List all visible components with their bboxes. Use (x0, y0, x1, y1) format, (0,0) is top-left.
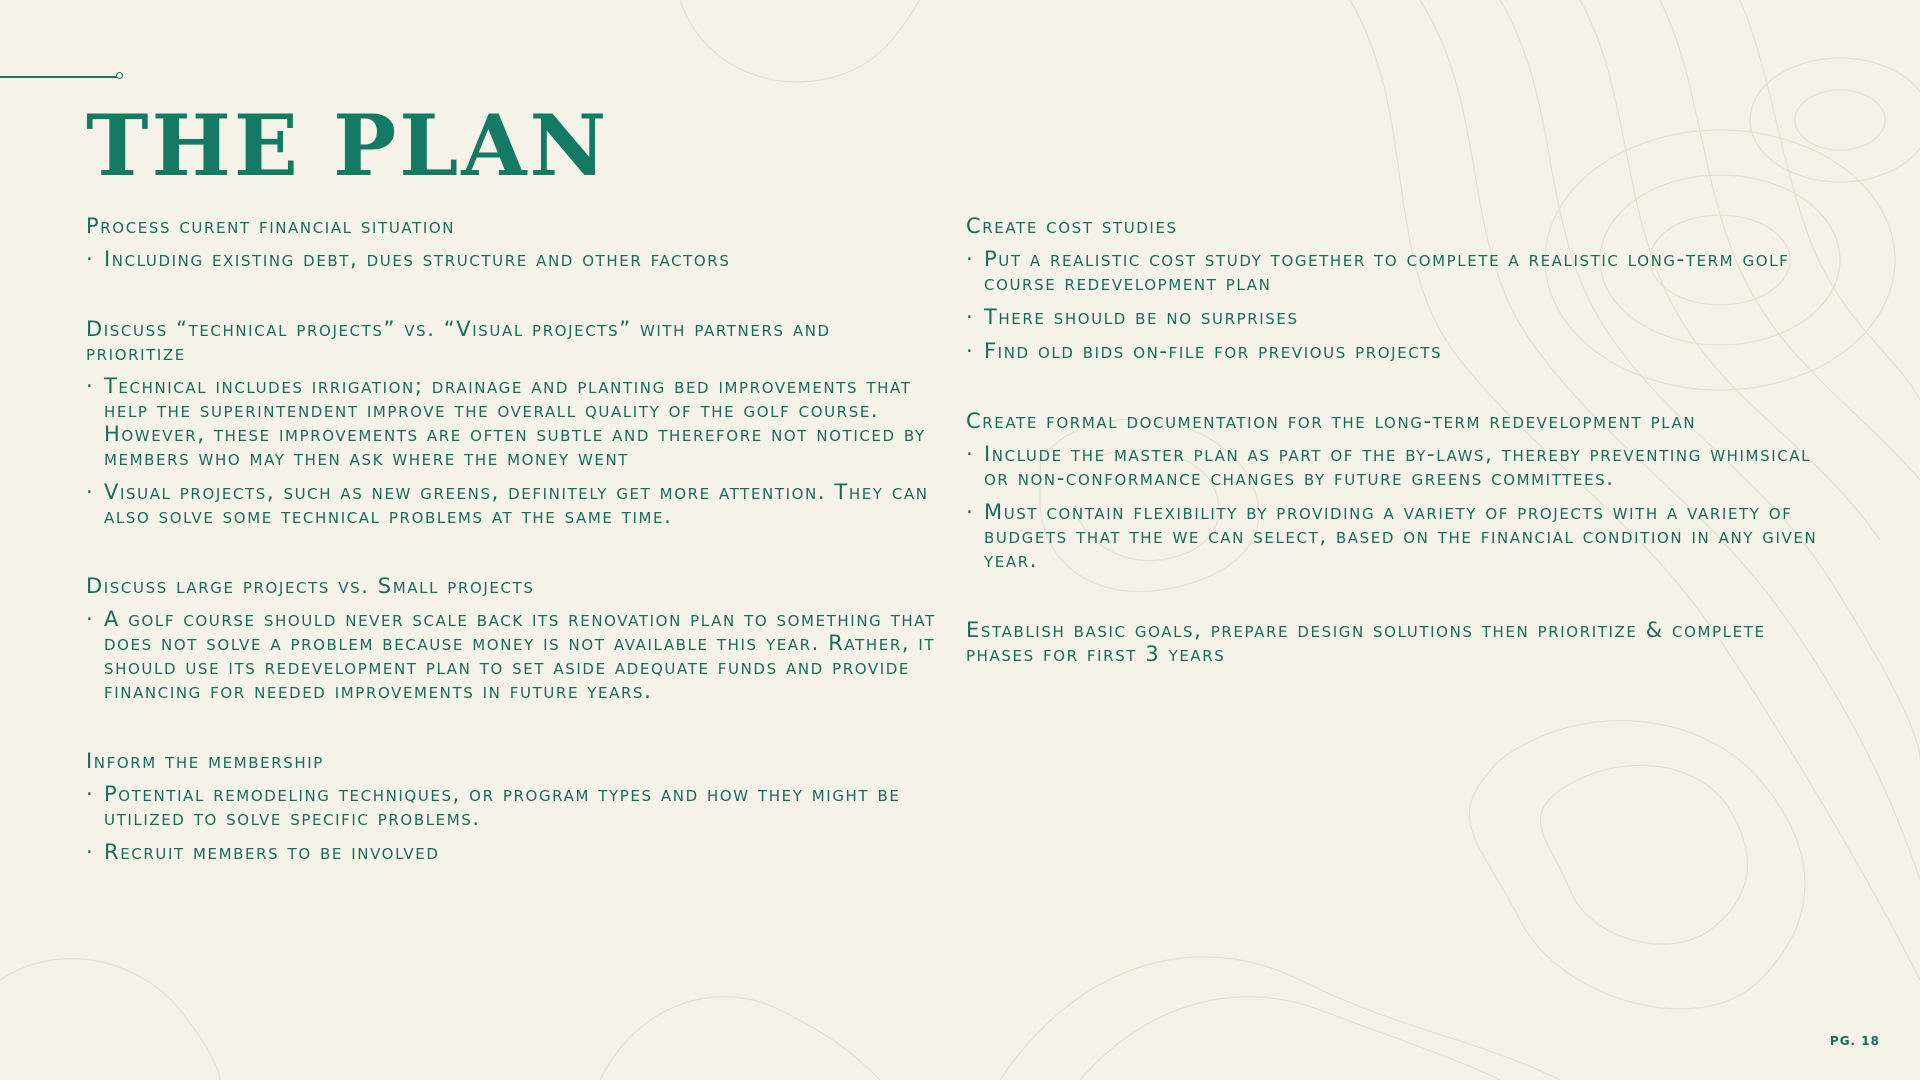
page-title: THE PLAN (86, 96, 610, 195)
bullet-item: · Find old bids on-file for previous projects (966, 339, 1826, 363)
section-heading: Create cost studies (966, 214, 1178, 238)
section-cost-studies (966, 214, 1826, 363)
section-inform-membership (86, 749, 936, 864)
section-heading: Create formal documentation for the long-term redevelopment plan (966, 409, 1697, 433)
page-number: PG. 18 (1829, 1034, 1880, 1048)
accent-dot (116, 72, 123, 79)
section-heading: Inform the membership (86, 749, 324, 773)
right-column (966, 214, 1826, 712)
bullet-item: · Recruit members to be involved (86, 840, 936, 864)
bullet-item: · Including existing debt, dues structure and other factors (86, 247, 936, 271)
section-basic-goals (966, 618, 1826, 666)
bullet-list (86, 374, 936, 528)
bullet-list (86, 782, 936, 864)
section-financial-situation (86, 214, 936, 271)
section-technical-vs-visual (86, 317, 936, 528)
section-heading: Discuss “technical projects” vs. “Visual projects” with partners and prioritize (86, 317, 831, 365)
bullet-item: · Include the master plan as part of the by-laws, thereby preventing whimsical or non-conformance changes by future greens committees. (966, 442, 1826, 490)
bullet-item: · Must contain flexibility by providing a variety of projects with a variety of budgets that the we can select, based on the financial condition in any given year. (966, 500, 1826, 572)
bullet-list (86, 247, 936, 271)
section-large-vs-small (86, 574, 936, 703)
bullet-item: · A golf course should never scale back its renovation plan to something that does not solve a problem because money is not available this year. Rather, it should use its redevelopment plan to set aside adequate funds and provide financing for needed improvements in future years. (86, 607, 936, 703)
accent-line (0, 76, 118, 78)
bullet-item: · Potential remodeling techniques, or program types and how they might be utilized to solve specific problems. (86, 782, 936, 830)
bullet-list (86, 607, 936, 703)
section-heading: Discuss large projects vs. Small projects (86, 574, 535, 598)
left-column (86, 214, 936, 910)
section-formal-documentation (966, 409, 1826, 572)
bullet-item: · Technical includes irrigation; drainage and planting bed improvements that help the superintendent improve the overall quality of the golf course. However, these improvements are often subtle and therefore not noticed by members who may then ask where the money went (86, 374, 936, 470)
bullet-list (966, 247, 1826, 363)
bullet-item: · There should be no surprises (966, 305, 1826, 329)
bullet-item: · Visual projects, such as new greens, definitely get more attention. They can also solve some technical problems at the same time. (86, 480, 936, 528)
bullet-item: · Put a realistic cost study together to complete a realistic long-term golf course redevelopment plan (966, 247, 1826, 295)
section-heading: Establish basic goals, prepare design solutions then prioritize & complete phases for first 3 years (966, 618, 1766, 666)
section-heading: Process curent financial situation (86, 214, 456, 238)
bullet-list (966, 442, 1826, 572)
